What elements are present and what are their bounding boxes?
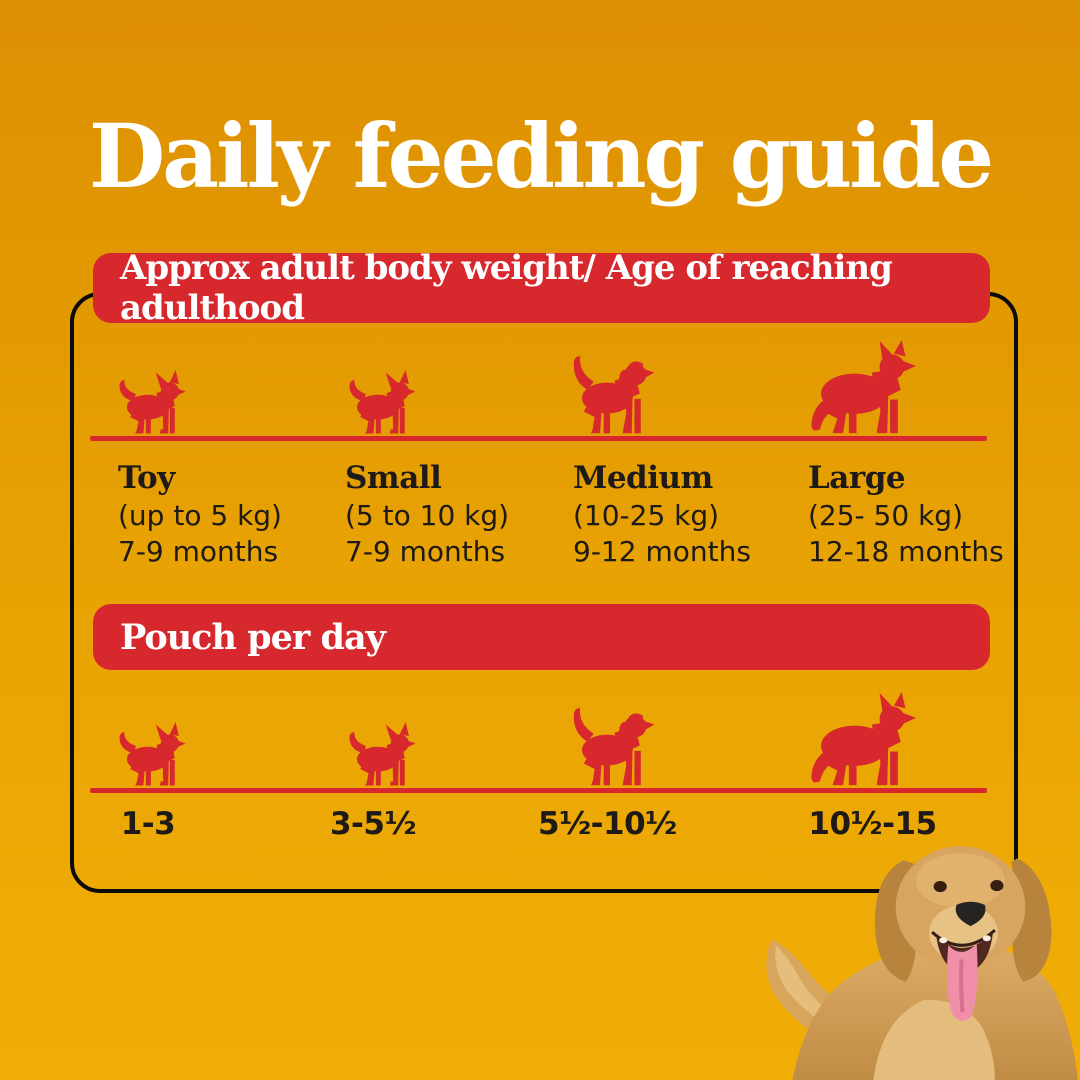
- size-weight-range: (5 to 10 kg): [345, 499, 510, 532]
- size-age-to-adult: 9-12 months: [573, 535, 751, 568]
- weight-section-banner: [93, 248, 990, 328]
- size-column-toy: [118, 458, 348, 570]
- size-name: Medium: [573, 460, 713, 496]
- pouch-count-medium: 5½-10½: [538, 806, 677, 842]
- large-dog-silhouette-icon: [795, 340, 920, 436]
- size-name: Toy: [118, 460, 175, 496]
- pouch-count-large: 10½-15: [808, 806, 937, 842]
- size-weight-range: (up to 5 kg): [118, 499, 282, 532]
- size-column-large: [808, 458, 1038, 570]
- toy-dog-silhouette-icon: [108, 370, 192, 436]
- pouch-section-header: Pouch per day: [120, 616, 385, 658]
- size-age-to-adult: 7-9 months: [118, 535, 279, 568]
- size-column-small: [345, 458, 575, 570]
- size-age-to-adult: 7-9 months: [345, 535, 506, 568]
- size-name: Large: [808, 460, 906, 496]
- medium-dog-silhouette-icon: [560, 350, 660, 436]
- size-column-medium: [573, 458, 803, 570]
- pouch-section-banner: [93, 604, 990, 670]
- weight-section-header: Approx adult body weight/ Age of reaching adulthood: [120, 248, 892, 328]
- pouch-count-toy: 1-3: [120, 806, 176, 842]
- golden-retriever-photo: [762, 840, 1080, 1080]
- pouch-row-baseline: [90, 788, 987, 793]
- pouch-count-small: 3-5½: [329, 806, 417, 842]
- size-age-to-adult: 12-18 months: [808, 535, 1004, 568]
- large-dog-silhouette-icon: [795, 692, 920, 788]
- page-title: Daily feeding guide: [88, 104, 992, 208]
- size-weight-range: (25- 50 kg): [808, 499, 963, 532]
- weight-row-baseline: [90, 436, 987, 441]
- medium-dog-silhouette-icon: [560, 702, 660, 788]
- small-dog-silhouette-icon: [338, 370, 422, 436]
- size-name: Small: [345, 460, 442, 496]
- size-weight-range: (10-25 kg): [573, 499, 720, 532]
- small-dog-silhouette-icon: [338, 722, 422, 788]
- toy-dog-silhouette-icon: [108, 722, 192, 788]
